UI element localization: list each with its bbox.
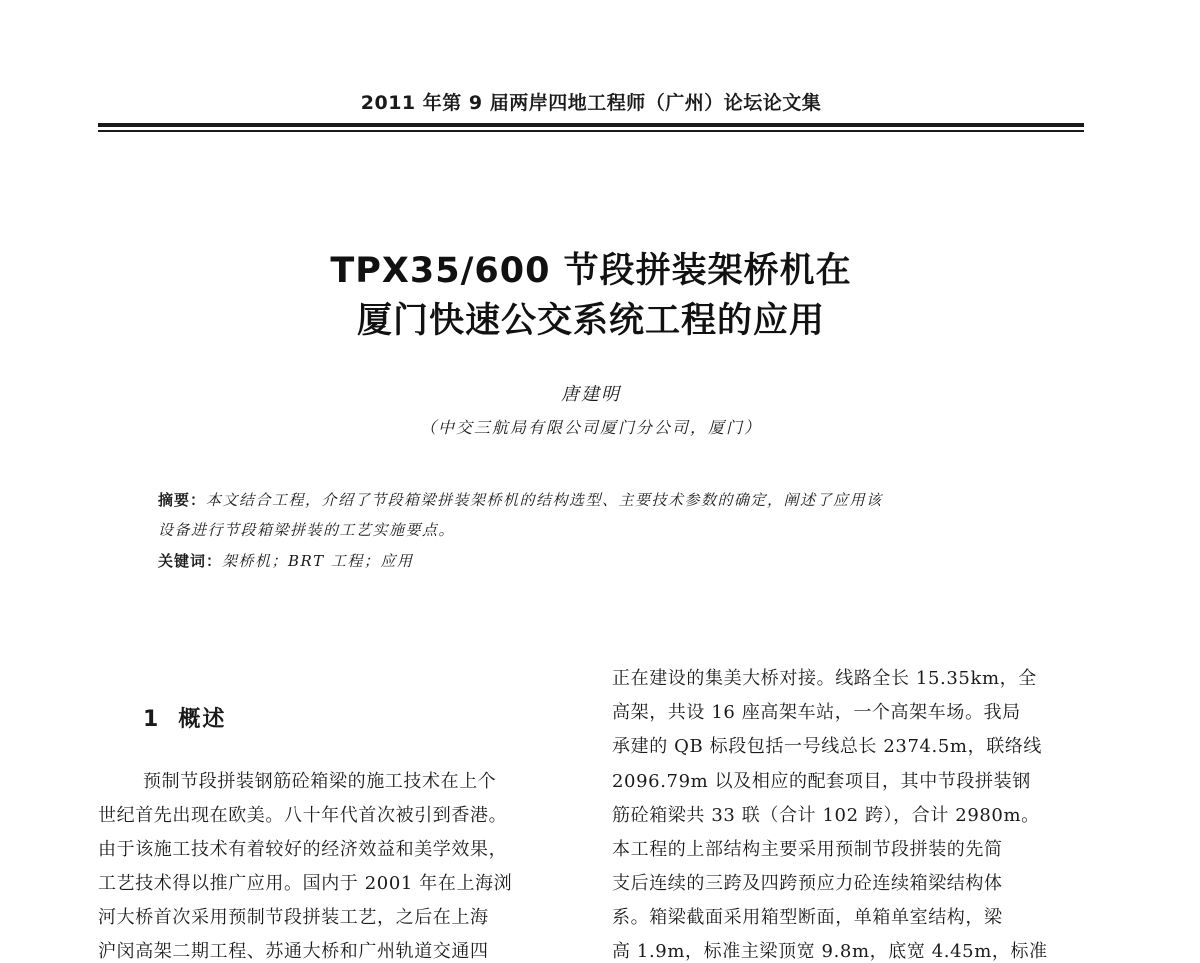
right-body-line: 本工程的上部结构主要采用预制节段拼装的先简 [612,839,1003,860]
paper-title-line-1: TPX35/600 节段拼装架桥机在 [330,251,852,291]
abstract-label: 摘要： [158,491,207,509]
abstract-text-2: 设备进行节段箱梁拼装的工艺实施要点。 [158,521,456,539]
header-rule-thick [98,123,1084,127]
abstract-text-1: 本文结合工程，介绍了节段箱梁拼装架桥机的结构选型、主要技术参数的确定，阐述了应用该 [206,491,883,509]
keywords-label: 关键词： [158,552,223,570]
author-name: 唐建明 [561,384,621,405]
right-body-line: 系。箱梁截面采用箱型断面，单箱单室结构，梁 [612,907,1003,928]
left-body-line: 河大桥首次采用预制节段拼装工艺，之后在上海 [98,907,489,928]
header-rule-thin [98,130,1084,132]
left-body-line: 沪闵高架二期工程、苏通大桥和广州轨道交通四 [98,941,489,962]
left-body-line: 预制节段拼装钢筋砼箱梁的施工技术在上个 [143,771,497,792]
abstract-line-1 [158,489,883,510]
right-body-line: 高 1.9m，标准主梁顶宽 9.8m，底宽 4.45m，标准 [612,941,1048,962]
paper-title-line-2: 厦门快速公交系统工程的应用 [356,301,825,341]
section-number: 1 [143,707,161,732]
running-header: 2011 年第 9 届两岸四地工程师（广州）论坛论文集 [360,92,822,114]
right-body-line: 筋砼箱梁共 33 联（合计 102 跨），合计 2980m。 [612,805,1040,826]
right-body-line: 2096.79m 以及相应的配套项目，其中节段拼装钢 [612,771,1031,792]
section-heading-1 [143,702,226,733]
right-body-line: 支后连续的三跨及四跨预应力砼连续箱梁结构体 [612,873,1003,894]
section-title: 概述 [178,707,227,732]
left-body-line: 工艺技术得以推广应用。国内于 2001 年在上海浏 [98,873,513,894]
abstract-line-2 [158,519,455,540]
right-body-line: 承建的 QB 标段包括一号线总长 2374.5m，联络线 [612,736,1042,757]
right-body-line: 正在建设的集美大桥对接。线路全长 15.35km，全 [612,668,1037,689]
author-affiliation: （中交三航局有限公司厦门分公司，厦门） [419,418,762,437]
keywords-text: 架桥机；BRT 工程；应用 [222,552,414,570]
left-body-line: 由于该施工技术有着较好的经济效益和美学效果， [98,839,508,860]
right-body-line: 高架，共设 16 座高架车站，一个高架车场。我局 [612,702,1021,723]
left-body-line: 世纪首先出现在欧美。八十年代首次被引到香港。 [98,805,508,826]
keywords-line [158,550,413,571]
